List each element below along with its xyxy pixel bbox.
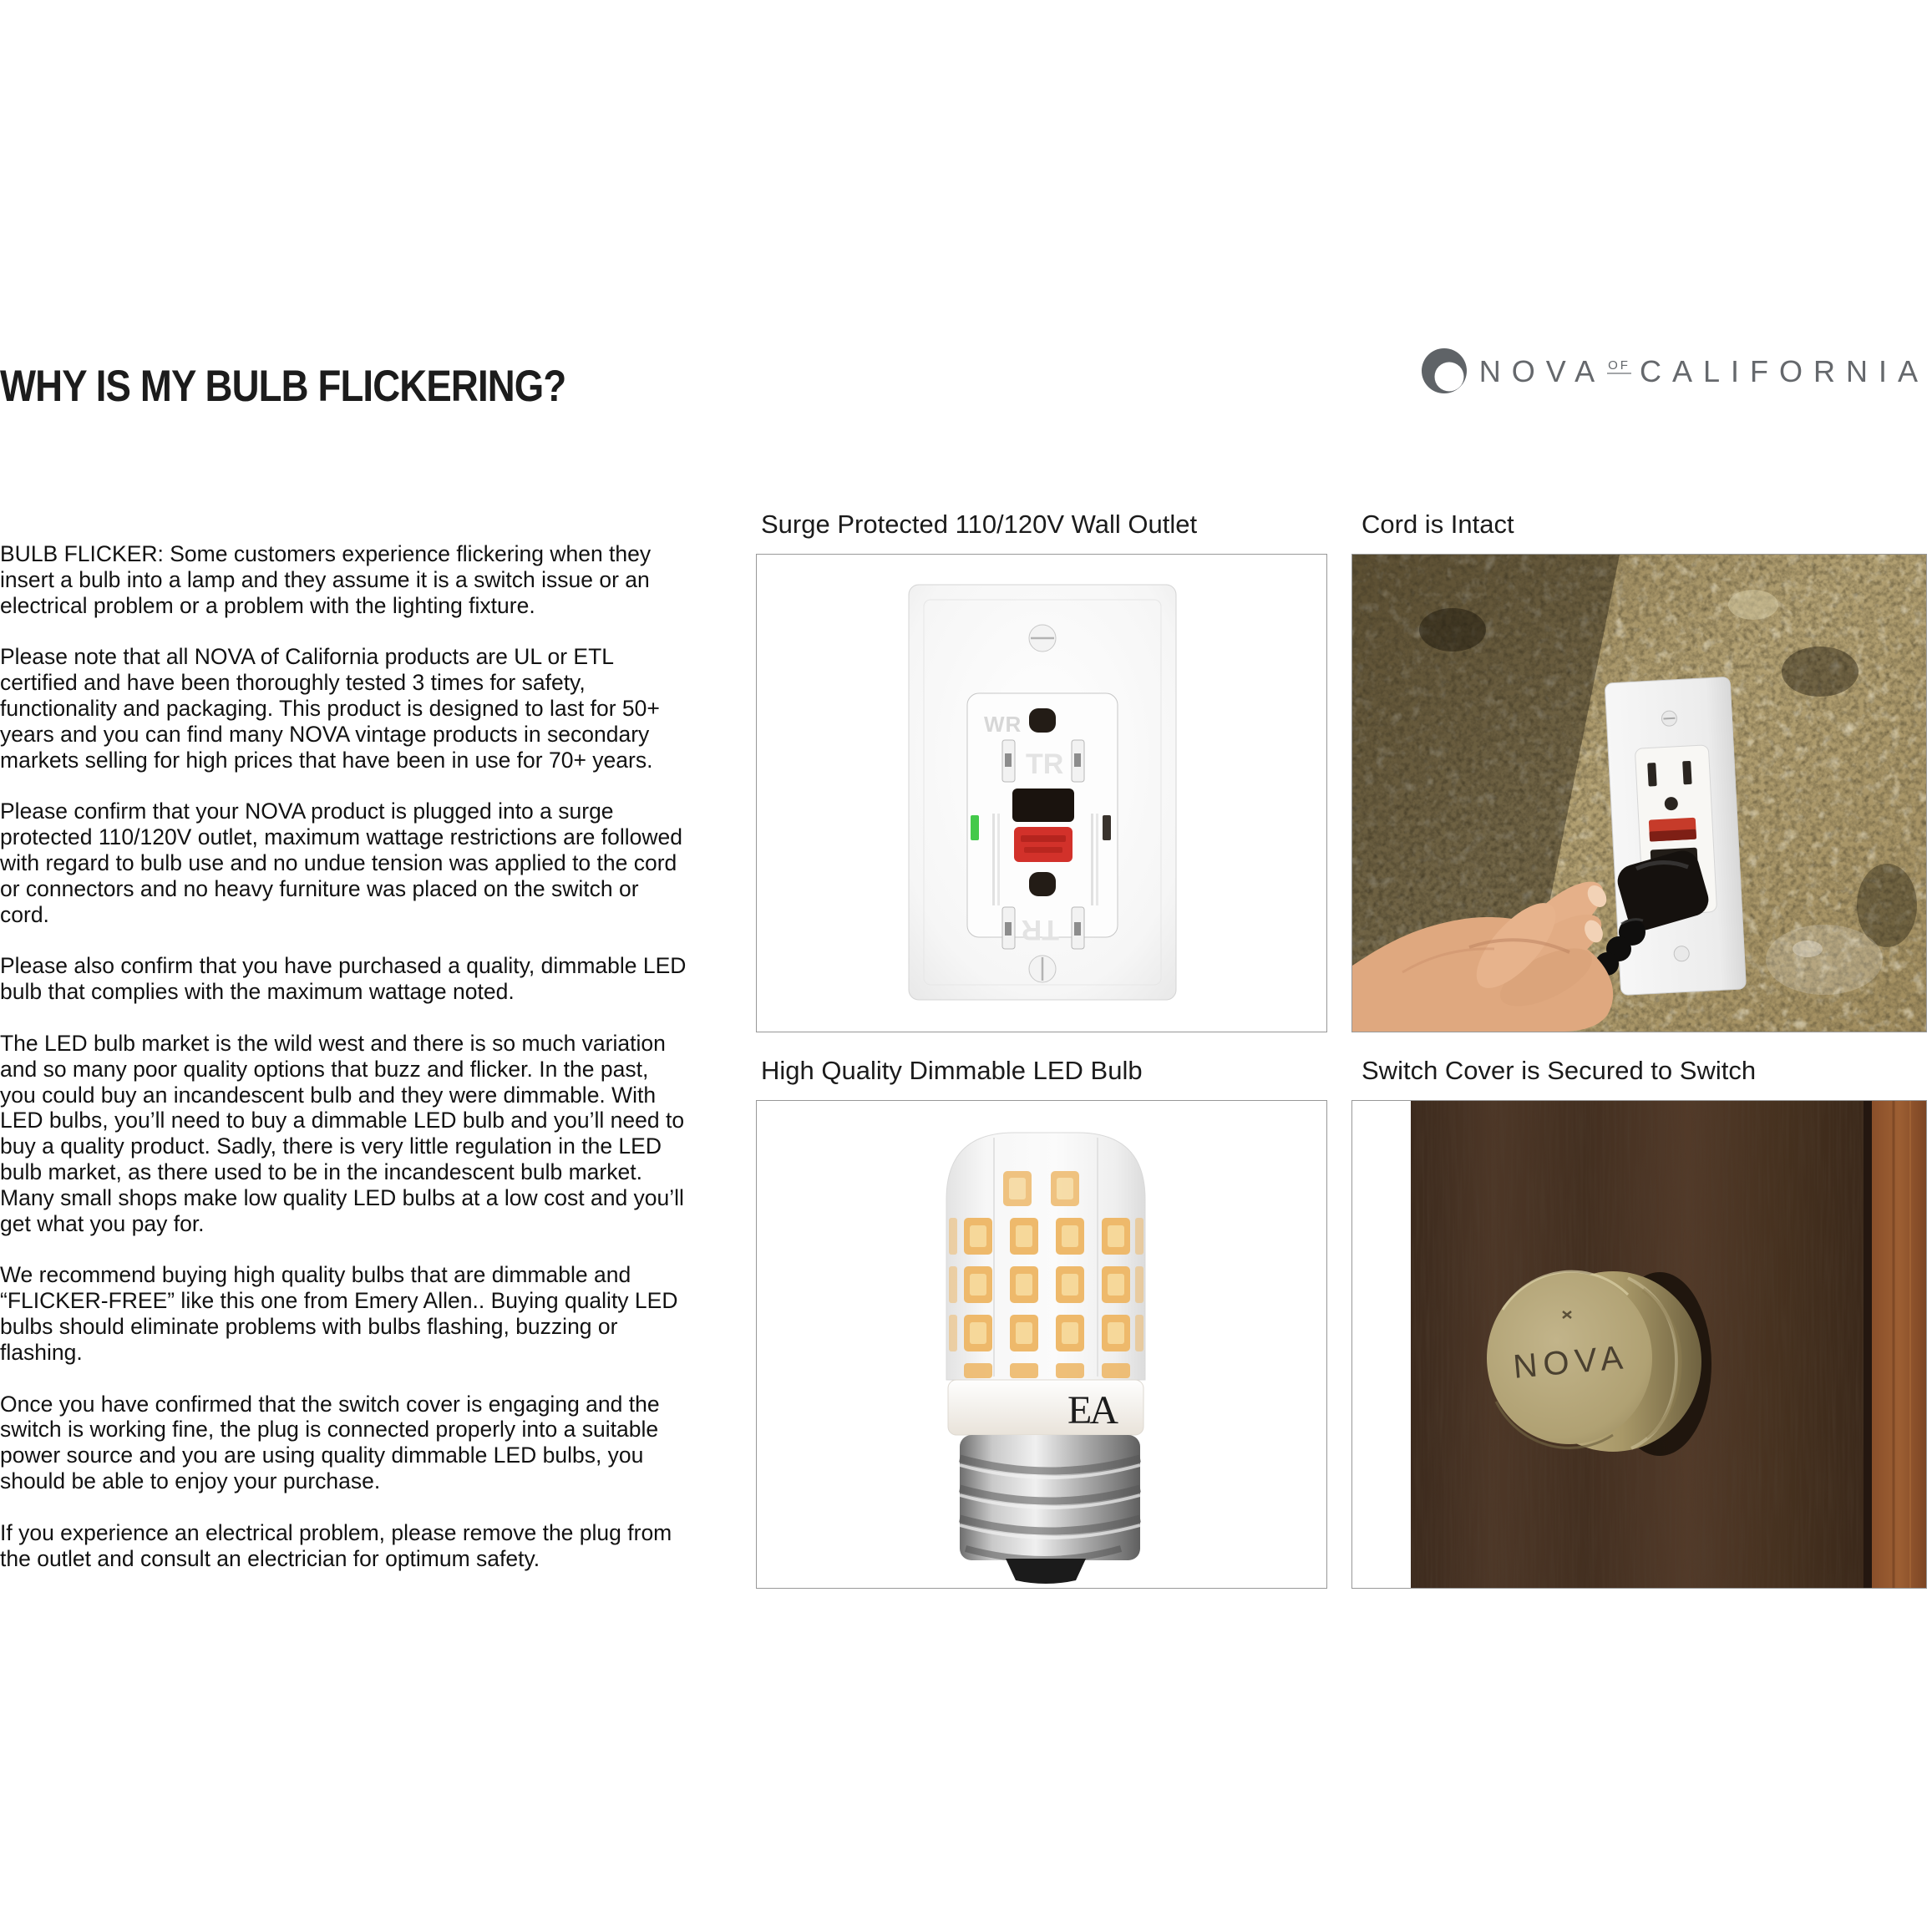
tr-label-mirrored: TR bbox=[1021, 914, 1059, 946]
page-title: WHY IS MY BULB FLICKERING? bbox=[0, 362, 566, 411]
logo-of-text: OF bbox=[1608, 357, 1630, 373]
led-bulb-illustration bbox=[757, 1101, 1326, 1588]
paragraph: Please also confirm that you have purchased a quality, dimmable LED bulb that complies with the maximum wattage noted. bbox=[0, 953, 687, 1005]
switch-knob-illustration bbox=[1352, 1101, 1926, 1588]
figure-caption-switch: Switch Cover is Secured to Switch bbox=[1362, 1056, 1757, 1085]
figure-bulb-photo bbox=[756, 1100, 1327, 1589]
brand-logo bbox=[1421, 347, 1929, 396]
paragraph: Please note that all NOVA of California products are UL or ETL certified and have been thoroughly tested 3 times for safety, functionality and packaging. This product is designed to last for 50+ years and you can find many NOVA vintage products in secondary markets selling for high prices that have been in use for 70+ years. bbox=[0, 644, 660, 773]
bulb-brand-text: EA bbox=[1067, 1388, 1116, 1433]
cord-intact-illustration bbox=[1352, 555, 1926, 1032]
paragraph: The LED bulb market is the wild west and there is so much variation and so many poor quality options that buzz and flicker. In the past, you could buy an incandescent bulb and they were dimmable. With LED bulbs, you’ll need to buy a dimmable LED bulb and you’ll need to buy a quality product. Sadly, there is very little regulation in the LED bulb market, as there used to be in the incandescent bulb market. Many small shops make low quality LED bulbs at a low cost and you’ll get what you pay for. bbox=[0, 1030, 685, 1236]
paragraph: Please confirm that your NOVA product is plugged into a surge protected 110/120V outlet, maximum wattage restrictions are followed with regard to bulb use and no undue tension was applied to the cord or connectors and no heavy furniture was placed on the switch or cord. bbox=[0, 799, 683, 927]
figure-caption-outlet: Surge Protected 110/120V Wall Outlet bbox=[761, 510, 1198, 539]
figure-cord-photo bbox=[1351, 554, 1927, 1032]
logo-region-text: CALIFORNIA bbox=[1639, 354, 1929, 388]
tr-label: TR bbox=[1026, 748, 1064, 780]
figure-caption-bulb: High Quality Dimmable LED Bulb bbox=[761, 1056, 1143, 1085]
logo-brand-text: NOVA bbox=[1478, 354, 1606, 388]
paragraph: Once you have confirmed that the switch cover is engaging and the switch is working fine, the plug is connected properly into a suitable power source and you are using quality dimmable LED bulbs, you should be able to enjoy your purchase. bbox=[0, 1391, 660, 1493]
figure-caption-cord: Cord is Intact bbox=[1362, 510, 1514, 539]
figure-outlet-photo bbox=[756, 554, 1327, 1032]
paragraph: If you experience an electrical problem, please remove the plug from the outlet and consult an electrician for optimum safety. bbox=[0, 1519, 672, 1571]
gfci-outlet-illustration bbox=[757, 555, 1326, 1032]
paragraph: We recommend buying high quality bulbs that are dimmable and “FLICKER-FREE” like this one from Emery Allen.. Buying quality LED bulbs should eliminate problems with bulbs flashing, buzzing or flashing. bbox=[0, 1262, 678, 1365]
article-body bbox=[0, 541, 687, 1597]
figure-switch-photo bbox=[1351, 1100, 1927, 1589]
wr-label: WR bbox=[984, 712, 1022, 737]
paragraph: BULB FLICKER: Some customers experience flickering when they insert a bulb into a lamp and they assume it is a switch issue or an electrical problem or a problem with the lighting fixture. bbox=[0, 541, 652, 618]
knob-brand-text: NOVA bbox=[1511, 1338, 1630, 1386]
crescent-circle-icon bbox=[1421, 347, 1469, 396]
